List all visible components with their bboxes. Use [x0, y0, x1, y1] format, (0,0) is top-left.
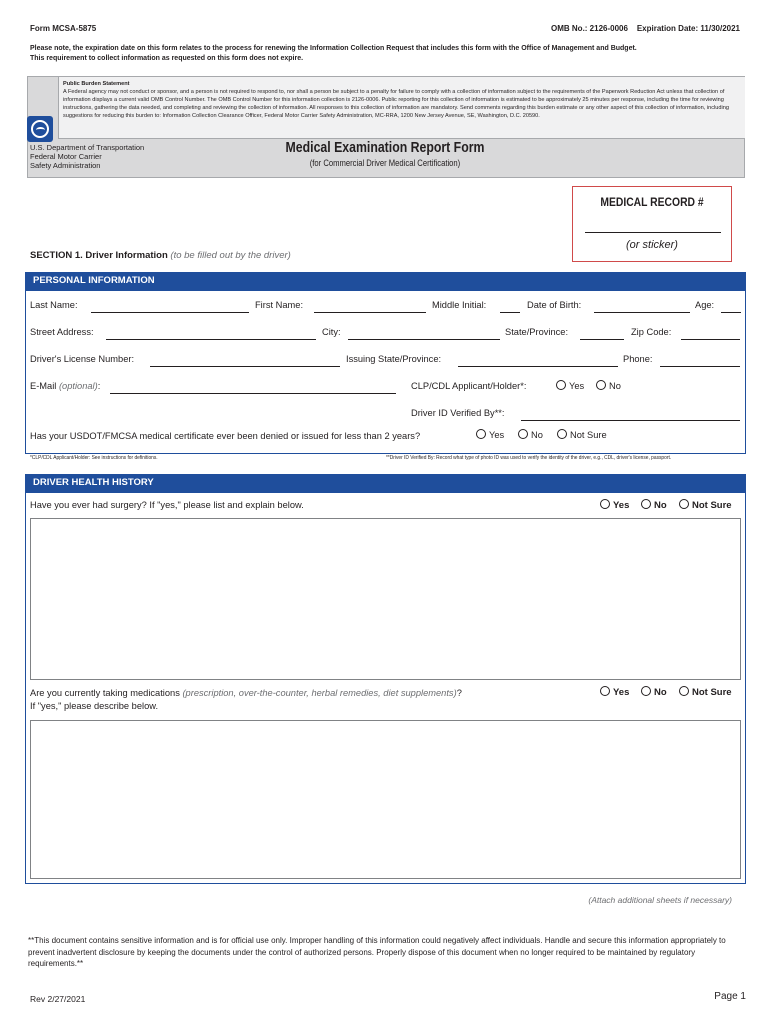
surgery-notsure-radio[interactable] — [679, 499, 689, 509]
medications-notsure-radio[interactable] — [679, 686, 689, 696]
surgery-explanation-field[interactable] — [30, 518, 741, 680]
street-field[interactable] — [106, 339, 316, 340]
form-title: Medical Examination Report Form — [285, 139, 485, 156]
section1-title: SECTION 1. Driver Information — [30, 250, 168, 261]
verified-label: Driver ID Verified By**: — [411, 408, 505, 418]
medications-description-field[interactable] — [30, 720, 741, 879]
last-name-label: Last Name: — [30, 300, 78, 310]
surgery-notsure-option[interactable] — [679, 499, 732, 511]
agency-line2: Federal Motor Carrier — [30, 152, 102, 161]
medical-record-field[interactable] — [585, 232, 721, 233]
surgery-question: Have you ever had surgery? If "yes," please list and explain below. — [30, 500, 304, 510]
issuing-field[interactable] — [458, 366, 618, 367]
omb-expiration: OMB No.: 2126-0006 Expiration Date: 11/30/2021 — [551, 24, 740, 33]
clp-yes-option[interactable] — [556, 380, 584, 391]
state-field[interactable] — [580, 339, 624, 340]
first-name-label: First Name: — [255, 300, 304, 310]
denied-question: Has your USDOT/FMCSA medical certificate ever been denied or issued for less than 2 years? — [30, 431, 421, 441]
medications-question — [30, 688, 462, 698]
clp-label: CLP/CDL Applicant/Holder*: — [411, 381, 527, 391]
surgery-notsure-label: Not Sure — [692, 500, 732, 511]
sticker-label: (or sticker) — [626, 239, 678, 251]
footnote-clp: *CLP/CDL Applicant/Holder: See instructions for definitions. — [30, 455, 158, 461]
email-label — [30, 381, 100, 391]
medications-question-end: ? — [456, 688, 462, 698]
denied-notsure-label: Not Sure — [570, 430, 607, 440]
surgery-yes-radio[interactable] — [600, 499, 610, 509]
clp-no-option[interactable] — [596, 380, 621, 391]
email-label-text: E-Mail — [30, 381, 57, 391]
denied-yes-label: Yes — [489, 430, 505, 440]
expiration-note-line2: This requirement to collect information as requested on this form does not expire. — [30, 55, 304, 62]
state-label: State/Province: — [505, 327, 569, 337]
email-colon: : — [97, 381, 101, 391]
dob-label: Date of Birth: — [527, 300, 582, 310]
first-name-field[interactable] — [314, 312, 426, 313]
medications-yes-label: Yes — [613, 687, 630, 698]
age-field[interactable] — [721, 312, 741, 313]
medications-no-radio[interactable] — [641, 686, 651, 696]
medications-describe: If "yes," please describe below. — [30, 701, 159, 711]
expiration-note — [30, 44, 750, 64]
agency-line3: Safety Administration — [30, 161, 101, 170]
medications-question-text: Are you currently taking medications — [30, 688, 180, 698]
denied-yes-radio[interactable] — [476, 429, 486, 439]
medications-yes-radio[interactable] — [600, 686, 610, 696]
email-field[interactable] — [110, 393, 396, 394]
clp-no-radio[interactable] — [596, 380, 606, 390]
form-subtitle: (for Commercial Driver Medical Certification) — [309, 158, 461, 168]
health-history-header: DRIVER HEALTH HISTORY — [25, 474, 746, 493]
medications-no-option[interactable] — [641, 686, 667, 698]
section1-heading — [30, 250, 291, 261]
middle-initial-field[interactable] — [500, 312, 520, 313]
surgery-no-radio[interactable] — [641, 499, 651, 509]
license-field[interactable] — [150, 366, 340, 367]
street-label: Street Address: — [30, 327, 94, 337]
zip-field[interactable] — [681, 339, 740, 340]
medications-note: (prescription, over-the-counter, herbal remedies, diet supplements) — [182, 688, 457, 698]
surgery-no-label: No — [654, 500, 667, 511]
surgery-no-option[interactable] — [641, 499, 667, 511]
clp-no-label: No — [609, 381, 621, 391]
burden-statement — [58, 77, 745, 139]
clp-yes-radio[interactable] — [556, 380, 566, 390]
surgery-yes-label: Yes — [613, 500, 630, 511]
agency-name — [30, 143, 144, 170]
personal-info-header: PERSONAL INFORMATION — [25, 272, 746, 291]
medications-yes-option[interactable] — [600, 686, 629, 698]
form-id: Form MCSA-5875 — [30, 24, 97, 33]
expiration-note-line1: Please note, the expiration date on this form relates to the process for renewing the Information Collection Request that includes this form with the Office of Management and Budget. — [30, 45, 637, 52]
age-label: Age: — [695, 300, 715, 310]
sensitive-notice: **This document contains sensitive information and is for official use only. Improper handling of this information could negatively affect individuals. Handle and secure this information appropriately to prevent inadvertent disclosure by keeping the documents under the control of authorized persons. Properly dispose of this document when no longer required to be maintained by regulatory requirements.** — [28, 936, 726, 968]
denied-no-radio[interactable] — [518, 429, 528, 439]
surgery-yes-option[interactable] — [600, 499, 629, 511]
email-optional: (optional) — [58, 381, 98, 391]
section1-note: (to be filled out by the driver) — [170, 250, 291, 261]
clp-yes-label: Yes — [569, 381, 585, 391]
medical-record-label: MEDICAL RECORD # — [600, 197, 704, 209]
burden-heading: Public Burden Statement — [63, 81, 130, 87]
middle-initial-label: Middle Initial: — [432, 300, 487, 310]
last-name-field[interactable] — [91, 312, 249, 313]
denied-no-label: No — [531, 430, 543, 440]
verified-field[interactable] — [521, 420, 740, 421]
medications-notsure-label: Not Sure — [692, 687, 732, 698]
zip-label: Zip Code: — [631, 327, 672, 337]
footnote-verified: **Driver ID Verified By: Record what type of photo ID was used to verify the identity of the driver, e.g., CDL, driver's license, passport. — [386, 455, 672, 461]
denied-no-option[interactable] — [518, 429, 543, 440]
issuing-label: Issuing State/Province: — [346, 354, 442, 364]
agency-line1: U.S. Department of Transportation — [30, 143, 145, 152]
medications-no-label: No — [654, 687, 667, 698]
burden-text: A Federal agency may not conduct or sponsor, and a person is not required to respond to, nor shall a person be subject to a penalty for failure to comply with a collection of information subject to the requirements of the Paperwork Reduction Act unless that collection of information displays a current valid OMB Control Number. The OMB Control Number for this information collection is 2126-0006. Public reporting for this collection of information is estimated to be approximately 25 minutes per response, including the time for reviewing instructions, gathering the data needed, and completing and reviewing the collection of information. All responses to this collection of information are mandatory. Send comments regarding this burden estimate or any other aspect of this collection of information, including suggestions for reducing this burden to: Information Collection Clearance Officer, Federal Motor Carrier Safety Administration, MC-RRA, 1200 New Jersey Avenue, SE, Washington, D.C. 20590. — [63, 89, 729, 119]
denied-notsure-radio[interactable] — [557, 429, 567, 439]
city-field[interactable] — [348, 339, 500, 340]
dob-field[interactable] — [594, 312, 690, 313]
denied-notsure-option[interactable] — [557, 429, 607, 440]
medications-notsure-option[interactable] — [679, 686, 732, 698]
phone-field[interactable] — [660, 366, 740, 367]
dot-logo-icon — [27, 116, 53, 142]
denied-yes-option[interactable] — [476, 429, 504, 440]
page-number: Page 1 — [714, 991, 746, 1002]
revision-date: Rev 2/27/2021 — [30, 994, 86, 1004]
phone-label: Phone: — [623, 354, 653, 364]
attach-note: (Attach additional sheets if necessary) — [588, 895, 732, 905]
license-label: Driver's License Number: — [30, 354, 135, 364]
city-label: City: — [322, 327, 341, 337]
